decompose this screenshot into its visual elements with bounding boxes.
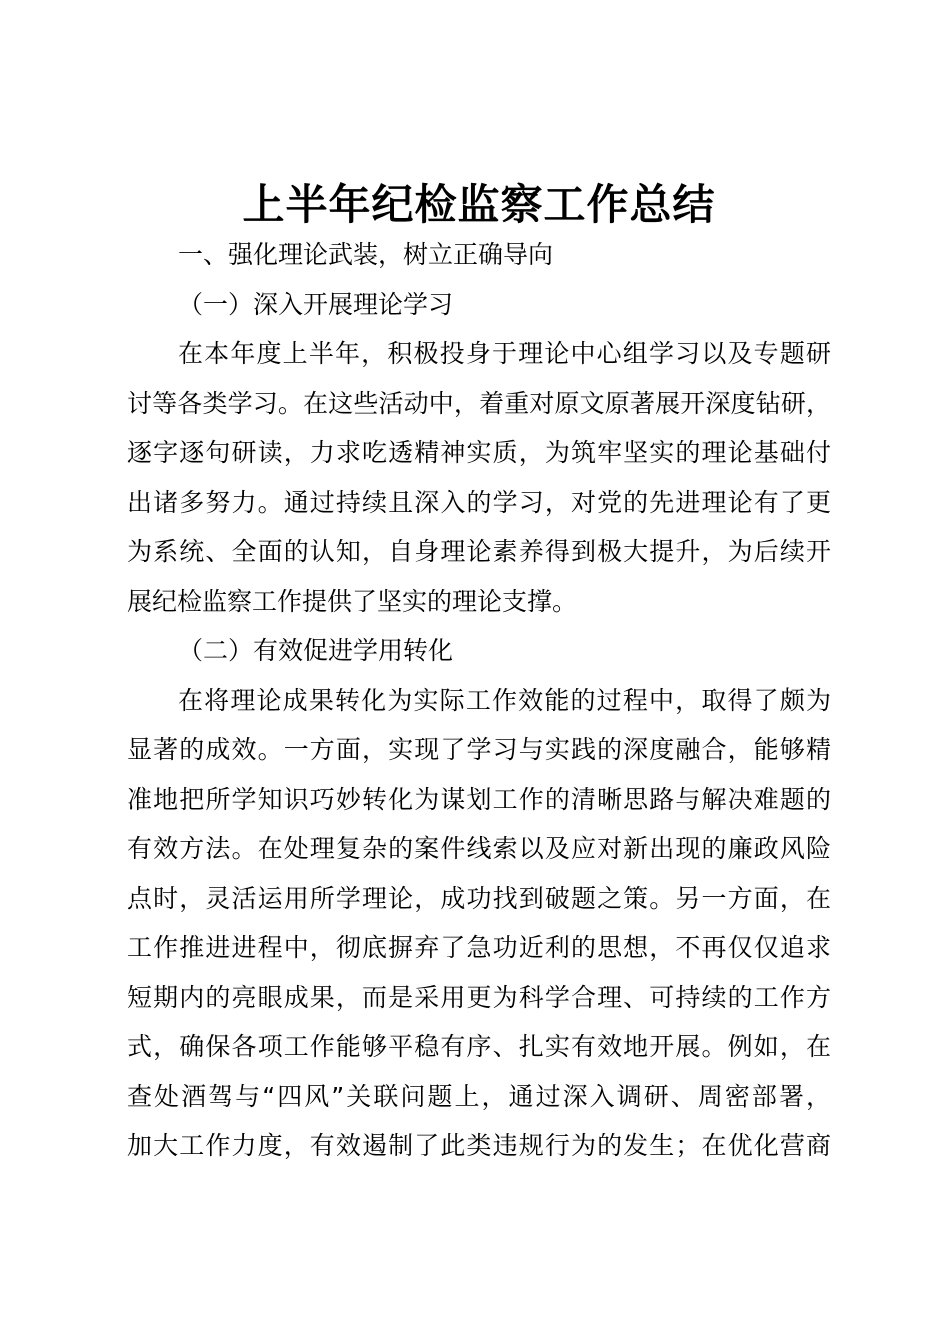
paragraph-line: 查处酒驾与“四风”关联问题上，通过深入调研、周密部署， [127, 1081, 831, 1111]
paragraph-line: 显著的成效。一方面，实现了学习与实践的深度融合，能够精 [127, 735, 831, 764]
paragraph-line: 工作推进进程中，彻底摒弃了急功近利的思想，不再仅仅追求 [127, 933, 831, 962]
paragraph-line: 在将理论成果转化为实际工作效能的过程中，取得了颇为 [178, 685, 831, 715]
paragraph-line: 为系统、全面的认知，自身理论素养得到极大提升，为后续开 [127, 537, 831, 566]
section-heading: 一、强化理论武装，树立正确导向 [178, 240, 554, 269]
paragraph-line: 点时，灵活运用所学理论，成功找到破题之策。另一方面，在 [127, 883, 831, 913]
paragraph [127, 329, 831, 626]
subsection-heading: （二）有效促进学用转化 [178, 636, 454, 665]
paragraph-line: 讨等各类学习。在这些活动中，着重对原文原著展开深度钻研， [127, 388, 831, 418]
paragraph-line: 在本年度上半年，积极投身于理论中心组学习以及专题研 [178, 339, 831, 368]
document-body [127, 230, 831, 1171]
paragraph-line: 短期内的亮眼成果，而是采用更为科学合理、可持续的工作方 [127, 982, 831, 1012]
document-title: 上半年纪检监察工作总结 [242, 180, 716, 229]
paragraph-line: 准地把所学知识巧妙转化为谋划工作的清晰思路与解决难题的 [127, 784, 831, 814]
paragraph-line: 有效方法。在处理复杂的案件线索以及应对新出现的廉政风险 [127, 834, 831, 863]
paragraph-line: 出诸多努力。通过持续且深入的学习，对党的先进理论有了更 [127, 487, 831, 517]
paragraph [127, 676, 831, 1171]
subsection-heading: （一）深入开展理论学习 [178, 289, 454, 319]
paragraph-line: 逐字逐句研读，力求吃透精神实质，为筑牢坚实的理论基础付 [127, 438, 831, 467]
paragraph-line: 展纪检监察工作提供了坚实的理论支撑。 [127, 586, 578, 616]
paragraph-line: 式，确保各项工作能够平稳有序、扎实有效地开展。例如，在 [127, 1032, 831, 1061]
paragraph-line: 加大工作力度，有效遏制了此类违规行为的发生；在优化营商 [127, 1131, 831, 1160]
